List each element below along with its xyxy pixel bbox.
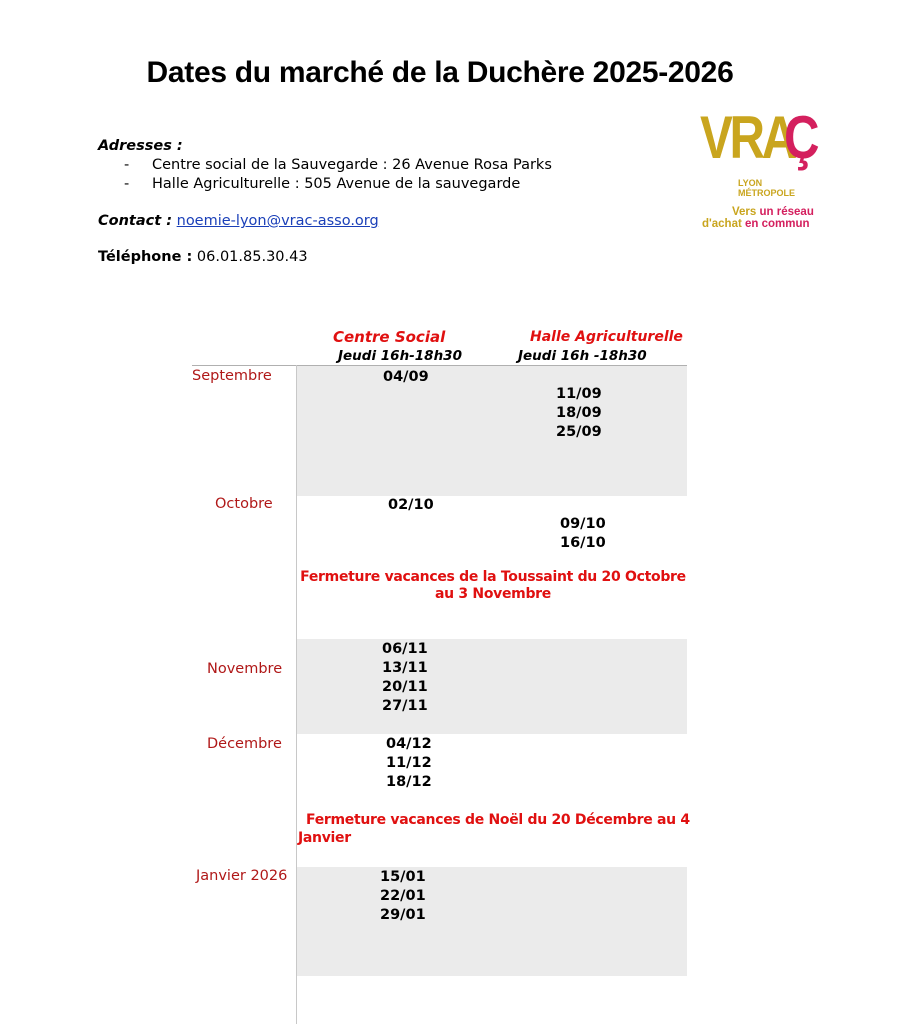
date-centre: 15/01 bbox=[380, 869, 426, 885]
logo-letter-c: Ç bbox=[784, 104, 820, 171]
list-dash: - bbox=[124, 157, 130, 173]
month-divider bbox=[296, 365, 297, 1024]
date-halle: 25/09 bbox=[556, 424, 602, 440]
date-centre: 22/01 bbox=[380, 888, 426, 904]
logo-lyon: LYON bbox=[738, 178, 763, 188]
tag-reseau: un réseau bbox=[759, 206, 814, 218]
month-decembre: Décembre bbox=[207, 736, 282, 752]
date-centre: 04/09 bbox=[383, 369, 429, 385]
address-centre-social: Centre social de la Sauvegarde : 26 Avenue Rosa Parks bbox=[152, 157, 552, 173]
month-octobre: Octobre bbox=[215, 496, 273, 512]
vrac-logo bbox=[700, 104, 830, 233]
page-title: Dates du marché de la Duchère 2025-2026 bbox=[146, 56, 734, 89]
date-centre: 06/11 bbox=[382, 641, 428, 657]
tag-vers: Vers bbox=[732, 206, 757, 218]
date-centre: 04/12 bbox=[386, 736, 432, 752]
logo-tagline-1 bbox=[732, 206, 814, 218]
phone-value: 06.01.85.30.43 bbox=[196, 249, 308, 265]
closure-toussaint-line2: au 3 Novembre bbox=[435, 586, 551, 602]
tag-commun: en commun bbox=[745, 218, 810, 230]
address-item bbox=[124, 157, 552, 173]
month-janvier: Janvier 2026 bbox=[196, 868, 288, 884]
logo-letters: VRA bbox=[700, 104, 795, 171]
date-centre: 13/11 bbox=[382, 660, 428, 676]
month-novembre: Novembre bbox=[207, 661, 283, 677]
logo-tagline-2 bbox=[702, 218, 810, 230]
band-janvier bbox=[297, 867, 687, 976]
date-halle: 16/10 bbox=[560, 535, 606, 551]
phone-line bbox=[98, 249, 308, 265]
addresses-label: Adresses : bbox=[98, 138, 183, 154]
logo-metropole: MÉTROPOLE bbox=[738, 188, 796, 198]
band-novembre bbox=[297, 639, 687, 734]
col-halle-hours: Jeudi 16h -18h30 bbox=[518, 348, 647, 364]
date-halle: 11/09 bbox=[556, 386, 602, 402]
closure-noel-line2: Janvier bbox=[298, 830, 351, 846]
closure-toussaint bbox=[298, 569, 688, 603]
address-item bbox=[124, 176, 520, 192]
col-halle-title: Halle Agriculturelle bbox=[530, 329, 683, 345]
date-centre: 11/12 bbox=[386, 755, 432, 771]
date-centre: 20/11 bbox=[382, 679, 428, 695]
month-septembre: Septembre bbox=[192, 368, 272, 384]
band-septembre bbox=[297, 366, 687, 496]
closure-noel-line1: Fermeture vacances de Noël du 20 Décembre au 4 bbox=[306, 812, 690, 828]
date-centre: 18/12 bbox=[386, 774, 432, 790]
col-centre-hours: Jeudi 16h-18h30 bbox=[338, 348, 462, 364]
date-halle: 18/09 bbox=[556, 405, 602, 421]
address-halle: Halle Agriculturelle : 505 Avenue de la sauvegarde bbox=[152, 176, 521, 192]
date-centre: 02/10 bbox=[388, 497, 434, 513]
contact-label: Contact : bbox=[98, 213, 173, 229]
date-centre: 29/01 bbox=[380, 907, 426, 923]
tag-dachat: d'achat bbox=[702, 218, 742, 230]
contact-email-link[interactable]: noemie-lyon@vrac-asso.org bbox=[176, 213, 379, 229]
date-centre: 27/11 bbox=[382, 698, 428, 714]
closure-toussaint-line1: Fermeture vacances de la Toussaint du 20 Octobre bbox=[300, 569, 686, 585]
list-dash: - bbox=[124, 176, 130, 192]
contact-line bbox=[98, 213, 379, 229]
phone-label: Téléphone : bbox=[98, 249, 193, 265]
date-halle: 09/10 bbox=[560, 516, 606, 532]
col-centre-title: Centre Social bbox=[333, 328, 446, 346]
